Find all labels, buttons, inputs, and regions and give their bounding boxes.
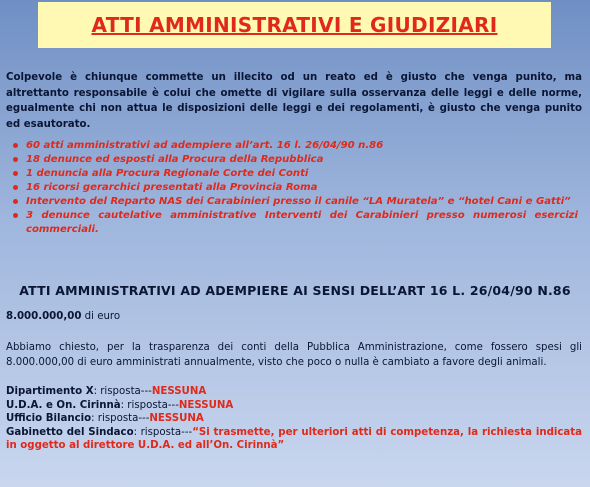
amount-value: 8.000.000,00: [6, 311, 82, 322]
bullet-icon: [13, 185, 18, 190]
response-org: Ufficio Bilancio: [6, 413, 92, 425]
list-item-text: Intervento del Reparto NAS dei Carabinieri presso il canile “LA Muratela” e “hotel Cani e Gatti”: [26, 196, 571, 207]
response-answer: NESSUNA: [178, 399, 234, 411]
response-row: [6, 399, 582, 413]
response-org: Dipartimento X: [6, 386, 94, 397]
page-title: ATTI AMMINISTRATIVI E GIUDIZIARI: [91, 13, 498, 37]
list-item: [10, 209, 578, 237]
list-item: [10, 195, 578, 209]
list-item-text: 1 denuncia alla Procura Regionale Corte dei Conti: [26, 168, 309, 179]
response-sep: : risposta---: [133, 426, 193, 438]
list-item-text: 3 denunce cautelative amministrative Interventi dei Carabinieri presso numerosi esercizi commerciali.: [26, 210, 578, 235]
bullet-icon: [13, 157, 18, 162]
title-banner: [38, 2, 551, 48]
list-item-text: 18 denunce ed esposti alla Procura della Repubblica: [26, 154, 324, 165]
response-row: [6, 385, 582, 399]
responses-list: [6, 385, 582, 453]
list-item: [10, 181, 578, 195]
list-item: [10, 153, 578, 167]
bullet-icon: [13, 199, 18, 204]
amount-unit: di euro: [81, 311, 121, 322]
response-row: [6, 426, 582, 453]
list-item-text: 60 atti amministrativi ad adempiere all’art. 16 l. 26/04/90 n.86: [26, 140, 384, 151]
response-sep: : risposta---: [91, 413, 150, 425]
response-sep: : risposta---: [120, 399, 179, 411]
response-sep: : risposta---: [93, 386, 152, 397]
list-item: [10, 139, 578, 153]
response-answer: NESSUNA: [151, 386, 207, 397]
section-title: ATTI AMMINISTRATIVI AD ADEMPIERE AI SENSI DELL’ART 16 L. 26/04/90 N.86: [19, 283, 571, 298]
list-item-text: 16 ricorsi gerarchici presentati alla Provincia Roma: [26, 182, 318, 193]
bullet-icon: [13, 171, 18, 176]
bullet-icon: [13, 143, 18, 148]
response-row: [6, 412, 582, 426]
response-answer: “Si trasmette, per ulteriori atti di competenza, la richiesta indicata in oggetto al direttore U.D.A. ed all’On. Cirinnà”: [6, 426, 583, 452]
list-item: [10, 167, 578, 181]
response-answer: NESSUNA: [149, 413, 204, 425]
response-org: Gabinetto del Sindaco: [6, 426, 134, 438]
actions-list: [10, 139, 578, 237]
response-org: U.D.A. e On. Cirinnà: [6, 399, 121, 411]
intro-paragraph: Colpevole è chiunque commette un illecito od un reato ed è giusto che venga punito, ma altrettanto responsabile è colui che omette di vigilare sulla osservanza delle leggi e delle norme, egualmente chi non attua le disposizioni delle leggi e dei regolamenti, è giusto che venga punito ed esautorato.: [6, 72, 582, 130]
amount-line: [6, 311, 120, 322]
bullet-icon: [13, 213, 18, 218]
section-paragraph: Abbiamo chiesto, per la trasparenza dei conti della Pubblica Amministrazione, come fossero spesi gli 8.000.000,00 di euro amministrati annualmente, visto che poco o nulla è cambiato a favore degli animali.: [6, 342, 582, 368]
